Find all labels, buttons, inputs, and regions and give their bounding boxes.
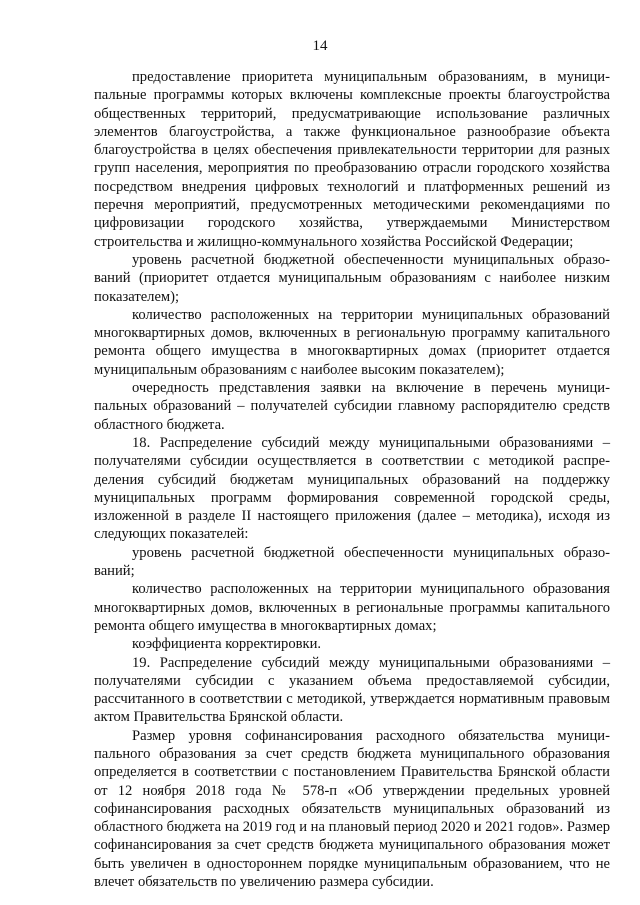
paragraph-indicator-budget-provision: уровень расчетной бюджетной обеспеченности муниципальных образований; [94, 544, 610, 580]
document-body [94, 68, 610, 891]
paragraph-section-19: 19. Распределение субсидий между муниципальными образованиями – получателями субсидии с указанием объема предоставляемой субсидии, рассчитанного в соответствии с методикой, утверждается нормативным правовым актом Правительства Брянской области. [94, 654, 610, 726]
paragraph-application-order: очередность представления заявки на включение в перечень муниципальных образований – получателей субсидии главному распорядителю средств областного бюджета. [94, 380, 610, 433]
paragraph-section-18: 18. Распределение субсидий между муниципальными образованиями – получателями субсидии осуществляется в соответствии с методикой распределения субсидий бюджетам муниципальных образований на поддержку муниципальных программ формирования современной городской среды, изложенной в разделе II настоящего приложения (далее – методика), исходя из следующих показателей: [94, 434, 610, 543]
paragraph-indicator-adjustment-coefficient: коэффициента корректировки. [132, 636, 322, 653]
paragraph-priority-projects: предоставление приоритета муниципальным образованиям, в муниципальные программы которых включены комплексные проекты благоустройства общественных территорий, предусматривающие использование различных элементов благоустройства, а также функциональное разнообразие объекта благоустройства в целях обеспечения привлекательности территории для разных групп населения, мероприятия по преобразованию отрасли городского хозяйства посредством внедрения цифровых технологий и платформенных решений из перечня мероприятий, предусмотренных методическими рекомендациями по цифровизации городского хозяйства, утверждаемыми Министерством строительства и жилищно-коммунального хозяйства Российской Федерации; [94, 69, 610, 250]
page-number: 14 [312, 38, 328, 54]
paragraph-cofinancing-level: Размер уровня софинансирования расходного обязательства муниципального образования за счет средств бюджета муниципального образования определяется в соответствии с постановлением Правительства Брянской области от 12 ноября 2018 года № 578-п «Об утверждении предельных уровней софинансирования расходных обязательств муниципальных образований из областного бюджета на 2019 год и на плановый период 2020 и 2021 годов». Размер софинансирования за счет средств бюджета муниципального образования может быть увеличен в одностороннем порядке муниципальным образованием, что не влечет обязательств по увеличению размера субсидии. [94, 727, 610, 891]
paragraph-apartment-buildings-count: количество расположенных на территории муниципальных образований многоквартирных домов, включенных в региональную программу капитального ремонта общего имущества в многоквартирных домах (приоритет отдается муниципальным образованиям с наиболее высоким показателем); [94, 306, 610, 378]
paragraph-indicator-apartment-buildings: количество расположенных на территории муниципального образования многоквартирных домов, включенных в региональные программы капитального ремонта общего имущества в многоквартирных домах; [94, 581, 610, 634]
paragraph-budget-provision-level: уровень расчетной бюджетной обеспеченности муниципальных образований (приоритет отдается муниципальным образованиям с наиболее низким показателем); [94, 251, 610, 305]
